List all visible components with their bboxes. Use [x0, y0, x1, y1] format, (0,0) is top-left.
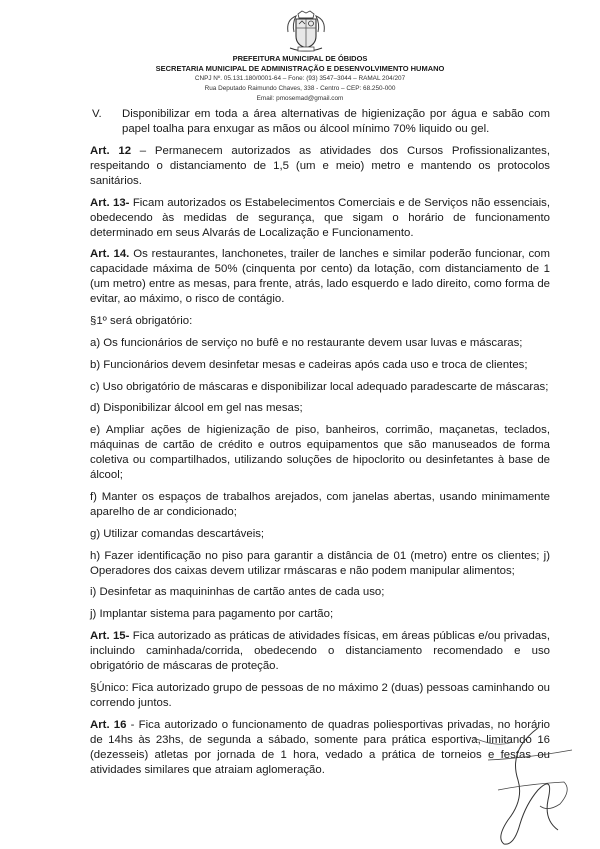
- list-item: e) Ampliar ações de higienização de piso, banheiros, corrimão, maçanetas, teclados, máquinas de cartão de crédito e outros equipamentos que são manuseados de forma coletiva ou compartilhados, utilizando soluções de hipoclorito ou desinfetantes à base de álcool;: [90, 424, 550, 482]
- list-item: c) Uso obrigatório de máscaras e disponibilizar local adequado paradescarte de máscaras;: [90, 380, 549, 393]
- signature-icon: [468, 720, 578, 848]
- item-v-text: Disponibilizar em toda a área alternativas de higienização por água e sabão com papel toalha para enxugar as mãos ou álcool mínimo 70% liquido ou gel.: [122, 108, 550, 135]
- article-15: [90, 629, 550, 674]
- list-item: i) Desinfetar as maquininhas de cartão antes de cada uso;: [90, 586, 385, 599]
- document-body: [90, 107, 550, 784]
- article-15-text: Fica autorizado as práticas de atividades físicas, em áreas públicas e/ou privadas, incluindo caminhada/corrida, obedecendo o distanciamento recomendado e uso obrigatório de máscaras de proteção.: [90, 629, 550, 672]
- letterhead-secretaria: SECRETARIA MUNICIPAL DE ADMINISTRAÇÃO E DESENVOLVIMENTO HUMANO: [155, 64, 445, 73]
- paragraph-unico: §Único: Fica autorizado grupo de pessoas de no máximo 2 (duas) pessoas caminhando ou correndo juntos.: [90, 681, 550, 709]
- article-16-label: Art. 16: [90, 718, 127, 731]
- list-item: a) Os funcionários de serviço no bufê e no restaurante devem usar luvas e máscaras;: [90, 336, 523, 349]
- list-item: g) Utilizar comandas descartáveis;: [90, 527, 265, 540]
- article-14-label: Art. 14.: [90, 248, 130, 261]
- letterhead: [0, 54, 600, 104]
- article-13-label: Art. 13-: [90, 196, 130, 209]
- letterhead-address: Rua Deputado Raimundo Chaves, 338 - Centro – CEP: 68.250-000: [204, 85, 396, 92]
- article-13-text: Ficam autorizados os Estabelecimentos Comerciais e de Serviços não essenciais, obedecendo às medidas de segurança, que sigam o horário de funcionamento determinado em seus Alvarás de Localização e Funcionamento.: [90, 196, 550, 239]
- article-15-label: Art. 15-: [90, 629, 130, 642]
- item-v: [90, 107, 550, 137]
- article-16-text: - Fica autorizado o funcionamento de quadras poliesportivas privadas, no horário de 14hs às 23hs, de segunda a sábado, somente para prática esportiva, limitando 16 (dezesseis) atletas por jornada de 1 hora, vedado a prática de torneios e festas ou atividades similares que atraiam aglomeração.: [90, 718, 550, 776]
- item-v-number: V.: [92, 108, 102, 120]
- article-12-text: – Permanecem autorizados as atividades dos Cursos Profissionalizantes, respeitando o distanciamento de 1,5 (um e meio) metro e mantendo os protocolos sanitários.: [90, 144, 550, 187]
- list-item: d) Disponibilizar álcool em gel nas mesas;: [90, 402, 303, 415]
- article-14-text: Os restaurantes, lanchonetes, trailer de lanches e similar poderão funcionar, com capacidade máxima de 50% (cinquenta por cento) da lotação, com distanciamento de 1 (um metro) entre as mesas, para frente, atrás, lado esquerdo e lado direito, como forma de evitar, ao máximo, o risco de contágio.: [90, 248, 551, 306]
- list-item: f) Manter os espaços de trabalhos arejados, com janelas abertas, usando minimamente aparelho de ar condicionado;: [90, 490, 550, 518]
- letterhead-prefeitura: PREFEITURA MUNICIPAL DE ÓBIDOS: [232, 54, 368, 63]
- list-item: b) Funcionários devem desinfetar mesas e cadeiras após cada uso e troca de clientes;: [90, 358, 528, 371]
- letterhead-email: Email: pmosemad@gmail.com: [256, 95, 344, 102]
- coat-of-arms-icon: [282, 10, 330, 54]
- paragraph-1: §1º será obrigatório:: [90, 315, 193, 328]
- article-12-label: Art. 12: [90, 144, 132, 157]
- list-item: j) Implantar sistema para pagamento por cartão;: [90, 608, 334, 621]
- letterhead-cnpj: CNPJ Nº. 05.131.180/0001-64 – Fone: (93) 3547–3044 – RAMAL 204/207: [194, 75, 406, 82]
- article-12: [90, 144, 550, 189]
- article-14: [90, 247, 550, 307]
- list-item: h) Fazer identificação no piso para garantir a distância de 01 (metro) entre os clientes; j) Operadores dos caixas devem utilizar rmáscaras e não podem manipular alimentos;: [90, 549, 550, 577]
- article-13: [90, 196, 550, 241]
